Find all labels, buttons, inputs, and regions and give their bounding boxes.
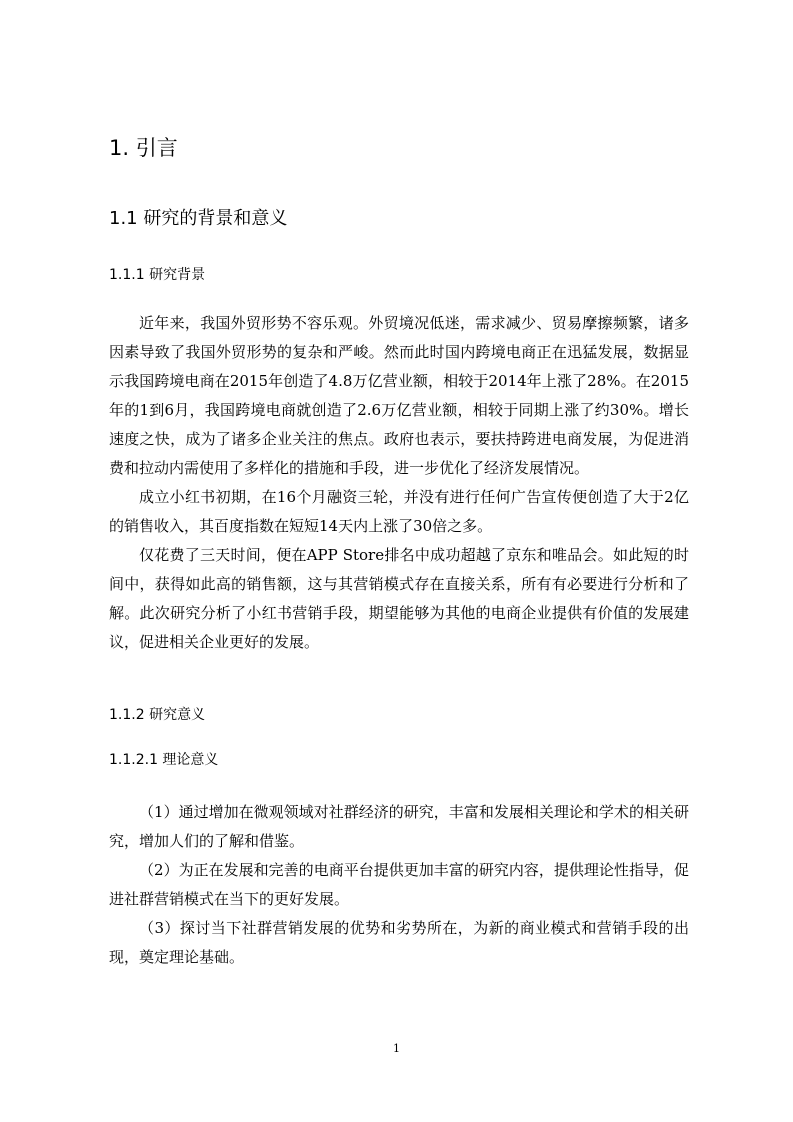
background-body: [109, 309, 689, 657]
paragraph: （2）为正在发展和完善的电商平台提供更加丰富的研究内容，提供理论性指导，促进社群营销模式在当下的更好发展。: [109, 861, 689, 908]
section-title-significance: 1.1.2 研究意义: [109, 707, 206, 723]
section-title-theory: 1.1.2.1 理论意义: [109, 752, 219, 768]
paragraph: 成立小红书初期，在16个月融资三轮，并没有进行任何广告宣传便创造了大于2亿的销售收入，其百度指数在短短14天内上涨了30倍之多。: [109, 488, 689, 535]
heading-2: 1.1 研究的背景和意义: [109, 208, 288, 229]
theory-body: [109, 798, 689, 972]
paragraph: 近年来，我国外贸形势不容乐观。外贸境况低迷，需求减少、贸易摩擦频繁，诸多因素导致了我国外贸形势的复杂和严峻。然而此时国内跨境电商正在迅猛发展，数据显示我国跨境电商在2015年创造了4.8万亿营业额，相较于2014年上涨了28%。在2015年的1到6月，我国跨境电商就创造了2.6万亿营业额，相较于同期上涨了约30%。增长速度之快，成为了诸多企业关注的焦点。政府也表示，要扶持跨进电商发展，为促进消费和拉动内需使用了多样化的措施和手段，进一步优化了经济发展情况。: [109, 314, 689, 477]
section-title-background: 1.1.1 研究背景: [109, 267, 206, 283]
paragraph: 仅花费了三天时间，便在APP Store排名中成功超越了京东和唯品会。如此短的时间中，获得如此高的销售额，这与其营销模式存在直接关系，所有有必要进行分析和了解。此次研究分析了小红书营销手段，期望能够为其他的电商企业提供有价值的发展建议，促进相关企业更好的发展。: [109, 546, 689, 651]
heading-1: 1. 引言: [109, 136, 178, 160]
page-number: 1: [393, 1042, 400, 1055]
paragraph: （1）通过增加在微观领域对社群经济的研究，丰富和发展相关理论和学术的相关研究，增加人们的了解和借鉴。: [109, 803, 689, 850]
paragraph: （3）探讨当下社群营销发展的优势和劣势所在，为新的商业模式和营销手段的出现，奠定理论基础。: [109, 919, 689, 966]
